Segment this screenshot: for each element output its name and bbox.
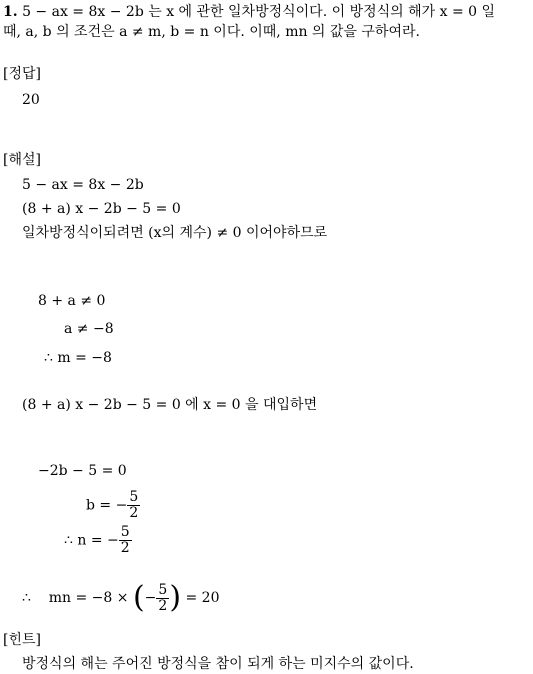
condition-2: a ≠ −8 [64, 321, 114, 337]
right-paren: ) [169, 580, 182, 615]
equation-1: −2b − 5 = 0 [38, 463, 127, 479]
equation-2 [86, 490, 140, 521]
fraction [119, 525, 132, 556]
left-paren: ( [132, 580, 145, 615]
problem-text-1: 5 − ax = 8x − 2b 는 x 에 관한 일차방정식이다. 이 방정식의 해가 x = 0 일 [22, 4, 496, 20]
problem-line-2: 때, a, b 의 조건은 a ≠ m, b = n 이다. 이때, mn 의 값을 구하여라. [3, 24, 420, 40]
hint-heading: [힌트] [3, 632, 41, 648]
hint-text: 방정식의 해는 주어진 방정식을 참이 되게 하는 미지수의 값이다. [22, 656, 414, 672]
substitution-line: (8 + a) x − 2b − 5 = 0 에 x = 0 을 대입하면 [22, 397, 318, 413]
equation-2-left: b = − [86, 497, 128, 514]
fraction-numerator: 5 [129, 489, 139, 505]
fraction-denominator: 2 [129, 505, 139, 521]
answer-heading: [정답] [3, 66, 41, 82]
condition-1: 8 + a ≠ 0 [38, 293, 106, 309]
solution-line-1: 5 − ax = 8x − 2b [22, 177, 144, 193]
solution-line-2: (8 + a) x − 2b − 5 = 0 [22, 201, 181, 217]
answer-value: 20 [22, 92, 40, 108]
solution-heading: [해설] [3, 152, 41, 168]
final-therefore: ∴ [22, 590, 31, 606]
solution-line-3: 일차방정식이되려면 (x의 계수) ≠ 0 이어야하므로 [22, 225, 328, 241]
condition-3: ∴ m = −8 [44, 350, 112, 366]
fraction-denominator: 2 [120, 540, 130, 556]
fraction [156, 583, 169, 614]
final-minus: − [144, 590, 157, 606]
equation-3-left: ∴ n = − [64, 532, 119, 549]
problem-number: 1. [3, 4, 18, 20]
final-equation [22, 580, 219, 616]
problem-line-1 [3, 2, 495, 22]
fraction-numerator: 5 [158, 581, 168, 598]
final-right: = 20 [185, 590, 220, 606]
fraction-denominator: 2 [158, 597, 168, 614]
equation-3 [64, 525, 132, 556]
fraction [127, 490, 140, 521]
fraction-numerator: 5 [120, 524, 130, 540]
final-left: mn = −8 × [48, 590, 129, 606]
